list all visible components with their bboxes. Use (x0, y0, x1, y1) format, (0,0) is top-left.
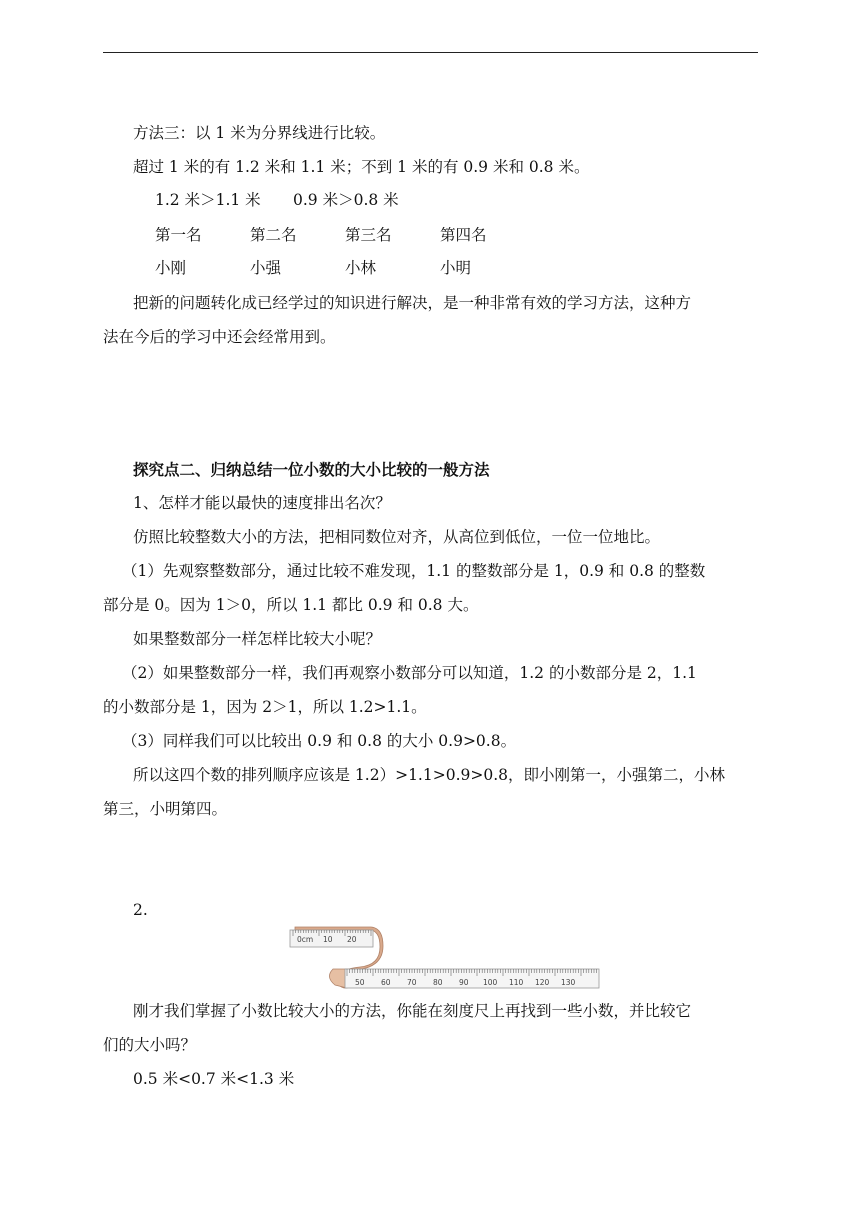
rank-4: 第四名 (440, 226, 487, 244)
tape-label-70: 70 (407, 978, 417, 987)
tape-label-60: 60 (381, 978, 391, 987)
question-1: 1、怎样才能以最快的速度排出名次？ (133, 494, 391, 512)
conclusion-line-1: 所以这四个数的排列顺序应该是 1.2）>1.1>0.9>0.8，即小刚第一，小强第二，小林 (133, 766, 725, 784)
step2-line-2: 的小数部分是 1，因为 2＞1，所以 1.2>1.1。 (103, 698, 427, 716)
question-2-number: 2. (133, 901, 148, 919)
conclusion-line-2: 第三，小明第四。 (103, 800, 228, 818)
tape-label-90: 90 (459, 978, 469, 987)
section-heading: 探究点二、归纳总结一位小数的大小比较的一般方法 (133, 460, 490, 479)
step3-line: （3）同样我们可以比较出 0.9 和 0.8 的大小 0.9>0.8。 (122, 732, 517, 750)
tape-label-120: 120 (535, 978, 550, 987)
tape-label-110: 110 (509, 978, 524, 987)
measuring-tape-image (287, 925, 602, 993)
rank-3: 第三名 (345, 226, 392, 244)
name-3: 小林 (345, 259, 377, 277)
tape-label-50: 50 (355, 978, 365, 987)
intro-line: 仿照比较整数大小的方法，把相同数位对齐，从高位到低位，一位一位地比。 (133, 528, 661, 546)
name-2: 小强 (250, 259, 282, 277)
rank-1: 第一名 (155, 226, 202, 244)
name-4: 小明 (440, 259, 472, 277)
summary-line-1: 把新的问题转化成已经学过的知识进行解决，是一种非常有效的学习方法，这种方 (133, 294, 692, 312)
tape-label-80: 80 (433, 978, 443, 987)
tape-label-20: 20 (347, 935, 357, 944)
summary-line-2: 法在今后的学习中还会经常用到。 (103, 328, 336, 346)
step2-line-1: （2）如果整数部分一样，我们再观察小数部分可以知道，1.2 的小数部分是 2，1.1 (122, 664, 697, 682)
compare-a: 1.2 米＞1.1 米 (155, 191, 261, 209)
tape-label-130: 130 (561, 978, 576, 987)
header-rule (103, 52, 758, 53)
method3-heading: 方法三：以 1 米为分界线进行比较。 (133, 124, 386, 142)
q2-text-line-1: 刚才我们掌握了小数比较大小的方法，你能在刻度尺上再找到一些小数，并比较它 (133, 1002, 692, 1020)
q2-text-line-2: 们的大小吗？ (103, 1036, 197, 1054)
step1-line-1: （1）先观察整数部分，通过比较不难发现，1.1 的整数部分是 1，0.9 和 0.8 的整数 (122, 562, 706, 580)
followup-question: 如果整数部分一样怎样比较大小呢？ (133, 630, 382, 648)
rank-2: 第二名 (250, 226, 297, 244)
tape-label-100: 100 (483, 978, 498, 987)
tape-label-0cm: 0cm (297, 935, 314, 944)
tape-label-10: 10 (323, 935, 333, 944)
name-1: 小刚 (155, 259, 187, 277)
method3-split: 超过 1 米的有 1.2 米和 1.1 米；不到 1 米的有 0.9 米和 0.8 米。 (133, 158, 590, 176)
q2-answer: 0.5 米<0.7 米<1.3 米 (133, 1070, 295, 1088)
step1-line-2: 部分是 0。因为 1＞0，所以 1.1 都比 0.9 和 0.8 大。 (103, 596, 479, 614)
compare-b: 0.9 米＞0.8 米 (293, 191, 399, 209)
